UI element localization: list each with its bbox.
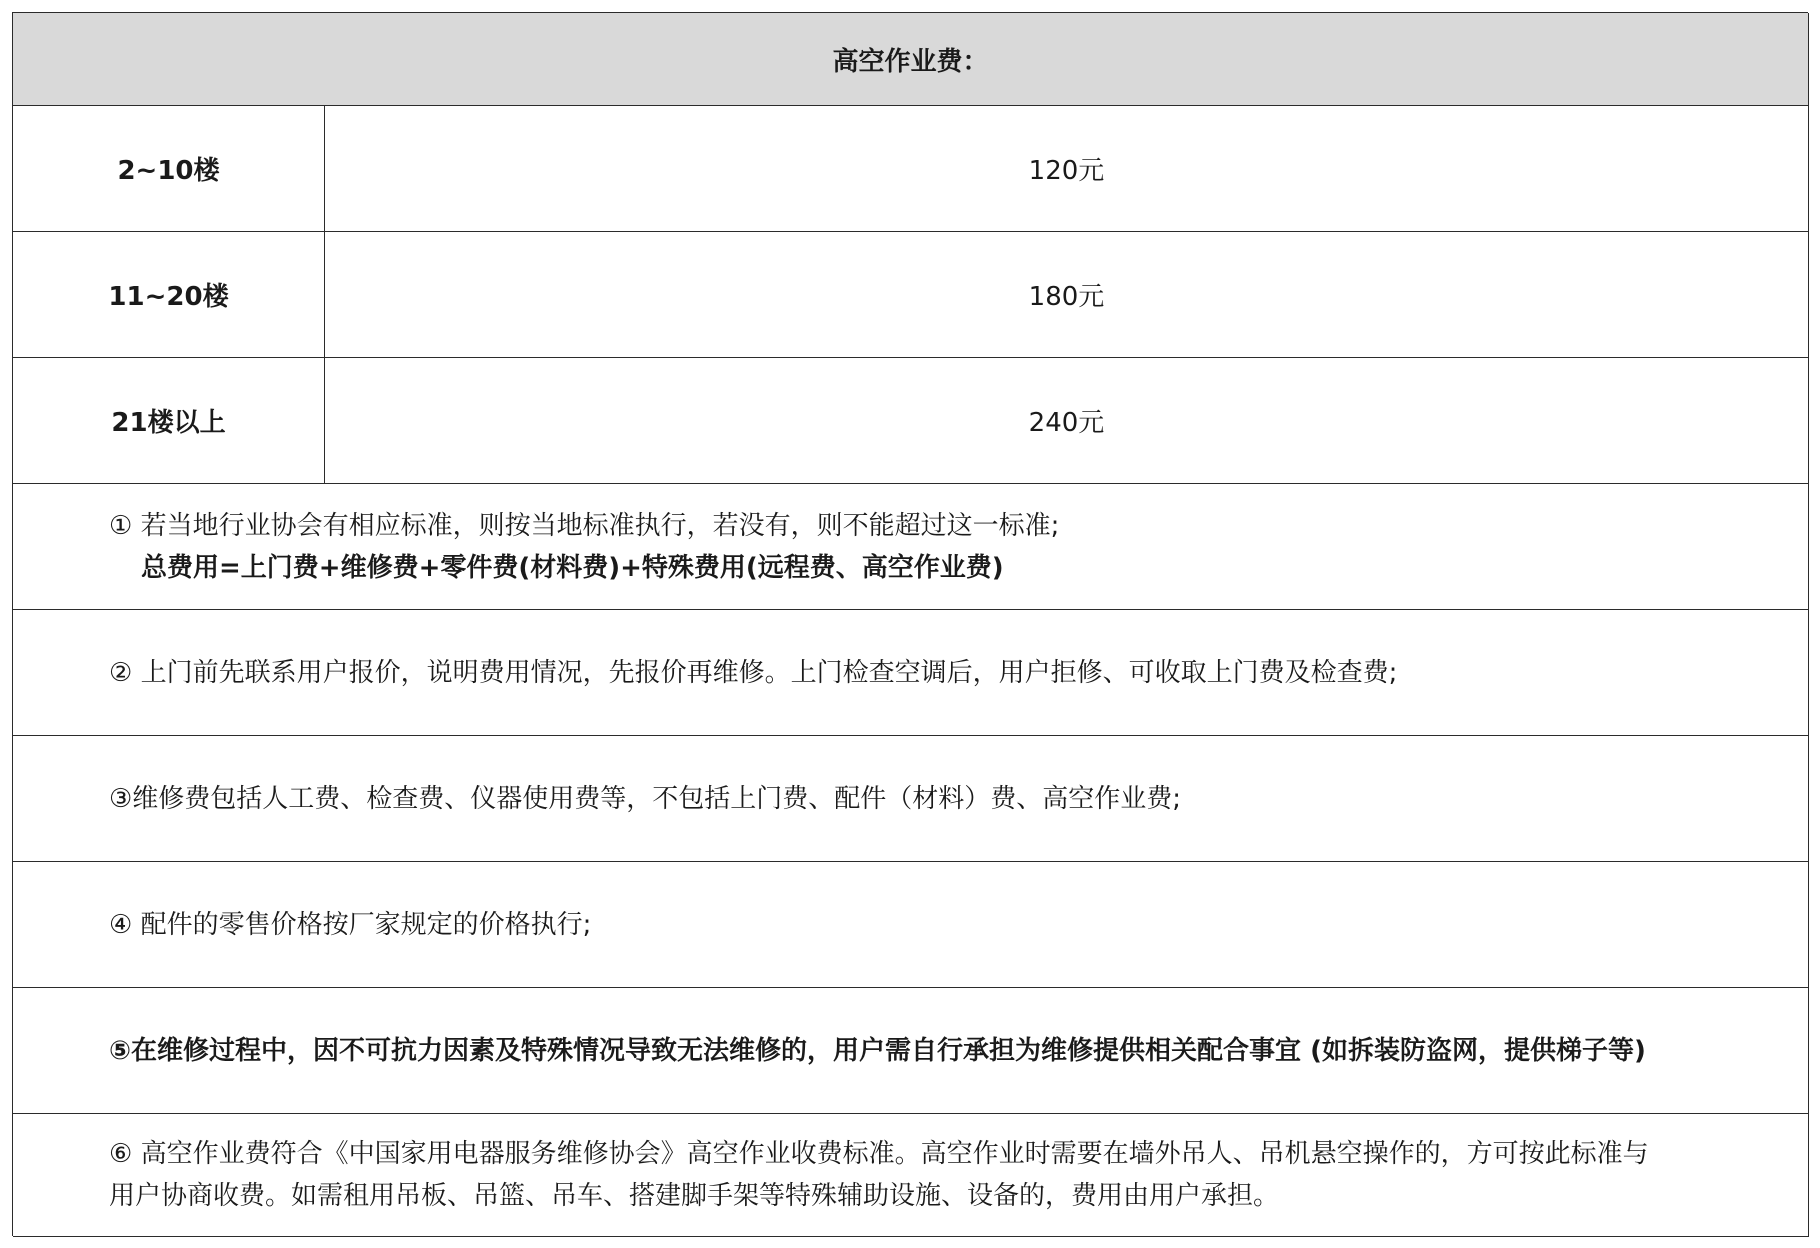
note-6-line-1: ⑥ 高空作业费符合《中国家用电器服务维修协会》高空作业收费标准。高空作业时需要在墙外吊人、吊机悬空操作的，方可按此标准与	[109, 1139, 1649, 1169]
note-1-formula: 总费用=上门费+维修费+零件费(材料费)+特殊费用(远程费、高空作业费)	[141, 552, 1004, 583]
fee-row-21-plus	[13, 358, 1809, 484]
fee-price: 180元	[1028, 282, 1105, 312]
fee-price: 240元	[1028, 408, 1105, 438]
note-6-line-2: 用户协商收费。如需租用吊板、吊篮、吊车、搭建脚手架等特殊辅助设施、设备的，费用由用户承担。	[109, 1181, 1280, 1211]
note-4	[13, 862, 1809, 988]
note-6	[13, 1114, 1809, 1237]
fee-row-11-20	[13, 232, 1809, 358]
fee-floor-label: 11~20楼	[13, 232, 325, 357]
note-4-text: ④ 配件的零售价格按厂家规定的价格执行;	[109, 909, 592, 940]
fee-table	[12, 12, 1808, 1236]
fee-row-2-10	[13, 106, 1809, 232]
note-3	[13, 736, 1809, 862]
fee-price: 120元	[1028, 156, 1105, 186]
fee-floor-label: 21楼以上	[13, 358, 325, 483]
table-header	[13, 13, 1809, 106]
note-2-text: ② 上门前先联系用户报价，说明费用情况，先报价再维修。上门检查空调后，用户拒修、可收取上门费及检查费;	[109, 657, 1398, 688]
note-1	[13, 484, 1809, 610]
note-2	[13, 610, 1809, 736]
note-5	[13, 988, 1809, 1114]
note-3-text: ③维修费包括人工费、检查费、仪器使用费等，不包括上门费、配件（材料）费、高空作业费;	[109, 783, 1182, 814]
note-5-text: ⑤在维修过程中，因不可抗力因素及特殊情况导致无法维修的，用户需自行承担为维修提供相关配合事宜 (如拆装防盗网，提供梯子等)	[109, 1035, 1646, 1066]
note-1-text: ① 若当地行业协会有相应标准，则按当地标准执行，若没有，则不能超过这一标准;	[109, 510, 1060, 541]
fee-floor-label: 2~10楼	[13, 106, 325, 231]
table-header-title: 高空作业费：	[832, 46, 989, 77]
